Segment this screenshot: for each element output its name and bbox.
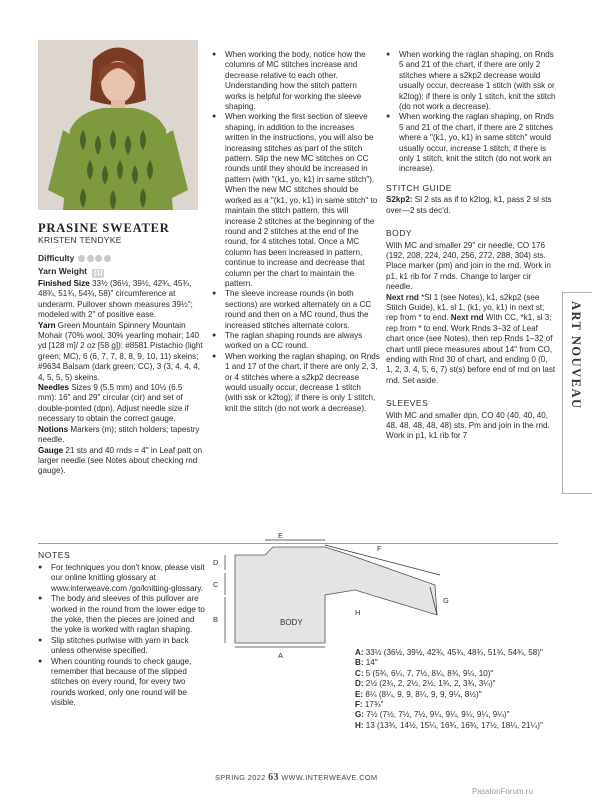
- schematic-label-h: H: [355, 608, 361, 617]
- difficulty-dot-icon: [104, 255, 111, 262]
- schematic-label-e: E: [278, 531, 284, 540]
- sleeves-paragraph: With MC and smaller dpn, CO 40 (40, 40, 40, 48, 48, 48, 48, 48) sts. Pm and join in the rnd. Work in p1, k1 rib for 7: [386, 410, 550, 441]
- measurement-row: A: 33½ (36½, 39½, 42¾, 45¾, 48¾, 51¾, 54¾, 58)": [355, 648, 543, 657]
- material-item: Yarn Green Mountain Spinnery Mountain Mohair (70% wool, 30% yearling mohair; 140 yd [128 m]/ 2 oz [58 g]): #8581 Pistachio (light green; MC), 6 (6, 7, 7, 8, 8, 9, 10, 11) skeins; #9634 Balsam (dark green; CC), 3 (3, 4, 4, 4, 4, 5, 5, 5) skeins.: [38, 320, 203, 382]
- measurements-list: [355, 648, 543, 731]
- schematic-label-g: G: [443, 596, 449, 605]
- section-tab: [562, 292, 592, 494]
- material-item: Finished Size 33½ (36½, 39½, 42¾, 45¾, 48¾, 51¾, 54¾, 58)" circumference at underarm. Pullover shown measures 39½"; modeled with 2" of positive ease.: [38, 279, 193, 320]
- body-heading: BODY: [386, 228, 413, 239]
- note-item: ● For techniques you don't know, please visit our online knitting glossary at www.interweave.com /go/knitting-glossary.: [38, 563, 206, 594]
- difficulty-dot-icon: [78, 255, 85, 262]
- footer-season: SPRING 2022: [215, 773, 266, 782]
- note-item: ● When working the raglan shaping, on Rnds 5 and 21 of the chart, if there are only 2 stitches where a s2kp2 decrease would usually occur, decrease 1 stitch (with ssk or k2tog); if there is only 1 stitch, knit the stitch (do not work a decrease).: [386, 50, 556, 112]
- pattern-author: KRISTEN TENDYKE: [38, 235, 122, 245]
- difficulty-dot-icon: [95, 255, 102, 262]
- difficulty-row: [38, 253, 111, 263]
- material-item: Gauge 21 sts and 40 rnds = 4" in Leaf patt on larger needle (see Notes about checking rnd gauge).: [38, 445, 203, 476]
- page-number: 63: [268, 772, 279, 783]
- schematic-body-label: BODY: [280, 618, 303, 627]
- measurement-row: C: 5 (5¾, 6¼, 7, 7½, 8¼, 8¾, 9¼, 10)": [355, 668, 494, 678]
- material-item: Notions Markers (m); stitch holders; tapestry needle.: [38, 424, 200, 445]
- note-item: ● The body and sleeves of this pullover are worked in the round from the lower edge to the yoke, then the pieces are joined and the yoke is worked with raglan shaping.: [38, 594, 206, 636]
- sweater-photo: [38, 40, 198, 210]
- schematic-label-f: F: [377, 544, 382, 553]
- material-item: Needles Sizes 9 (5.5 mm) and 10½ (6.5 mm): 16" and 29" circular (cir) and set of double-pointed (dpn). Adjust needle size if necessary to obtain the correct gauge.: [38, 383, 189, 424]
- footer-site: WWW.INTERWEAVE.COM: [281, 773, 378, 782]
- note-item: ● When working the raglan shaping, on Rnds 5 and 21 of the chart, if there are 2 stitches where a "(k1, yo, k1) in same stitch" would usually occur, increase 1 stitch; if there is only 1 stitch, knit the stitch (do not work an increase).: [386, 112, 556, 174]
- yarn-weight-row: [38, 266, 104, 278]
- notes-continued-column: [212, 50, 380, 414]
- materials-list: [38, 279, 203, 477]
- schematic-label-c: C: [213, 580, 219, 589]
- note-item: ● When counting rounds to check gauge, remember that because of the slipped stitches on every round, for every two rounds worked, only one round will be visible.: [38, 657, 206, 709]
- note-item: ● When working the body, notice how the columns of MC stitches increase and decrease relative to each other. Understanding how the stitch pattern works is helpful for working the sleeve shaping.: [212, 50, 380, 112]
- watermark: PassionForum.ru: [472, 787, 533, 796]
- yarn-weight-icon: (1): [94, 270, 103, 277]
- measurement-row: F: 17¾": [355, 700, 384, 710]
- stitch-guide-text: S2kp2: Sl 2 sts as if to k2tog, k1, pass 2 sl sts over—2 sts dec'd.: [386, 195, 552, 215]
- notes-list: [38, 563, 206, 709]
- measurement-row: G: 7½ (7½, 7½, 7½, 9¼, 9¼, 9¼, 9¼, 9¼)": [355, 710, 510, 720]
- difficulty-dot-icon: [87, 255, 94, 262]
- stitch-guide-heading: STITCH GUIDE: [386, 182, 452, 193]
- model-illustration: [38, 40, 198, 210]
- section-tab-label: ART NOUVEAU: [569, 301, 583, 410]
- pattern-title: PRASINE SWEATER: [38, 221, 170, 235]
- schematic-label-b: B: [213, 615, 219, 624]
- measurement-row: H: 13 (13¾, 14½, 15¼, 16¾, 16¾, 17½, 18¼, 21¼)": [355, 720, 543, 730]
- note-item: ● When working the first section of sleeve shaping, in addition to the increases written in the instructions, you will also be increasing stitches as part of the stitch pattern. Slip the new MC stitches on CC rounds until they should be increased in pattern (with "(k1, yo, k1) in same stitch"). When the new MC stitches should be worked as a "(k1, yo, k1) in same stitch" to maintain the stitch pattern, this will increase 2 stitches at the beginning of the round and 2 stitches at the end of the round, for 4 stitches total. Once a MC column has been increased in pattern, continue to increase and decrease that column per the chart to maintain the pattern.: [212, 112, 380, 289]
- note-item: ● The sleeve increase rounds (in both sections) are worked alternately on a CC round and then on a MC round, thus the increased stitches alternate colors.: [212, 289, 380, 331]
- page-footer: [215, 772, 377, 783]
- sleeves-heading: SLEEVES: [386, 398, 429, 409]
- body-next-rnd: Next rnd *Sl 1 (see Notes), k1, s2kp2 (see Stitch Guide), k1, sl 1, (k1, yo, k1) in next st; rep from * to end. Next rnd With CC, *k1, sl 3; rep from * to end. Work Rnds 3–32 of Leaf chart once (see Notes), then rep Rnds 1–32 of chart until piece measures about 14" from CO, ending with Rnd 30 of chart, and ending 0 (0, 1, 2, 3, 4, 5, 6, 7) st(s) before end of rnd on last rnd. Set aside.: [386, 292, 556, 385]
- schematic-label-d: D: [213, 558, 219, 567]
- note-item: ● Slip stitches purlwise with yarn in back unless otherwise specified.: [38, 636, 206, 657]
- note-item: ● The raglan shaping rounds are always worked on a CC round.: [212, 331, 380, 352]
- schematic-label-a: A: [278, 651, 284, 660]
- measurement-row: E: 8¼ (8¼, 9, 9, 8¼, 9, 9, 9¼, 8½)": [355, 689, 482, 699]
- body-paragraph: With MC and smaller 29" cir needle, CO 176 (192, 208, 224, 240, 256, 272, 288, 304) sts. Place marker (pm) and join in the rnd. Work in p1, k1 rib for 7 rnds. Change to larger cir needle.: [386, 240, 551, 292]
- note-item: ● When working the raglan shaping, on Rnds 1 and 17 of the chart, if there are only 2, 3, or 4 stitches where a s2kp2 decrease would usually occur, decrease 1 stitch (with ssk or k2tog); if there is only 1 stitch, knit the stitch (do not work a decrease).: [212, 352, 380, 414]
- instructions-column: [386, 50, 556, 442]
- measurement-row: D: 2½ (2¾, 2, 2½, 2½, 1¾, 2, 3¾, 3¼)": [355, 679, 496, 689]
- measurement-row: B: 14": [355, 658, 378, 668]
- difficulty-label: Difficulty: [38, 253, 75, 263]
- yarn-weight-label: Yarn Weight: [38, 266, 87, 276]
- notes-heading: NOTES: [38, 550, 71, 560]
